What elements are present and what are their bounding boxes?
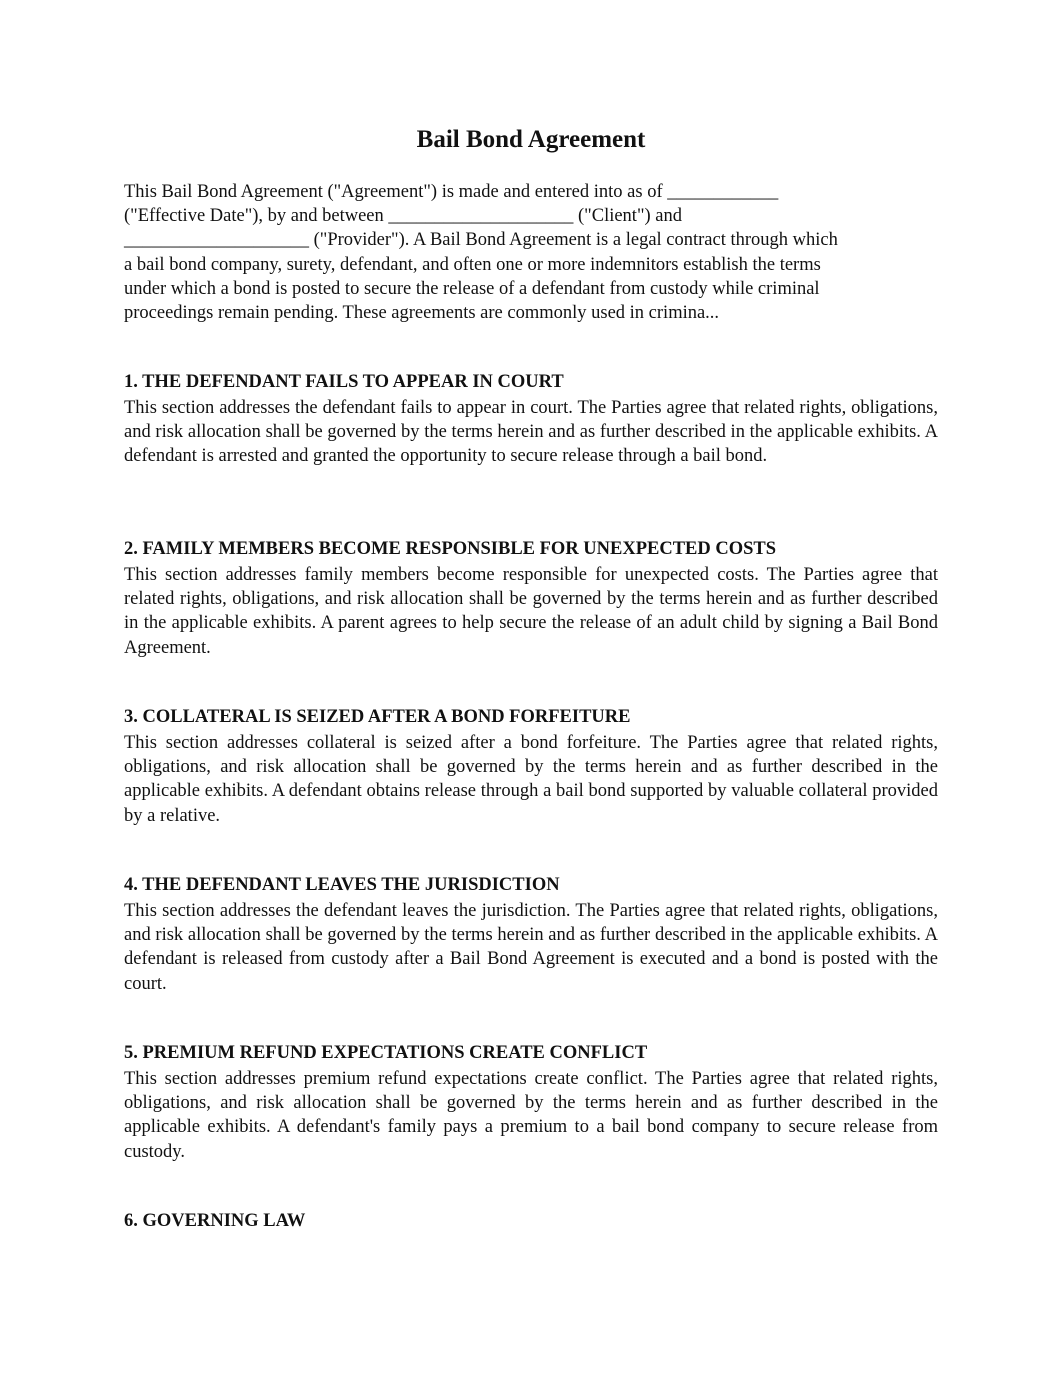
section-heading: 2. FAMILY MEMBERS BECOME RESPONSIBLE FOR UNEXPECTED COSTS — [124, 539, 777, 559]
intro-line: a bail bond company, surety, defendant, and often one or more indemnitors establish the terms — [124, 254, 821, 275]
intro-line: ("Effective Date"), by and between ____________________ ("Client") and — [124, 206, 682, 227]
section-defendant-fails-to-appear — [124, 370, 938, 469]
document-title: Bail Bond Agreement — [416, 126, 646, 153]
section-governing-law — [124, 1209, 938, 1235]
section-body: This section addresses the defendant fails to appear in court. The Parties agree that related rights, obligations, and risk allocation shall be governed by the terms herein and as further described in the applicable exhibits. A defendant is arrested and granted the opportunity to secure release through a bail bond. — [124, 398, 938, 467]
section-heading: 1. THE DEFENDANT FAILS TO APPEAR IN COURT — [124, 372, 564, 392]
section-body: This section addresses the defendant leaves the jurisdiction. The Parties agree that related rights, obligations, and risk allocation shall be governed by the terms herein and as further described in the applicable exhibits. A defendant is released from custody after a Bail Bond Agreement is executed and a bond is posted with the court. — [124, 901, 938, 994]
intro-line: under which a bond is posted to secure the release of a defendant from custody while criminal — [124, 278, 820, 299]
section-heading: 5. PREMIUM REFUND EXPECTATIONS CREATE CONFLICT — [124, 1043, 648, 1063]
intro-line: proceedings remain pending. These agreements are commonly used in crimina... — [124, 303, 720, 324]
section-family-members-costs — [124, 537, 938, 660]
intro-line: This Bail Bond Agreement ("Agreement") is made and entered into as of ____________ — [124, 182, 779, 202]
section-premium-refund — [124, 1041, 938, 1164]
section-collateral-seized — [124, 705, 938, 828]
intro-line: ____________________ ("Provider"). A Bail Bond Agreement is a legal contract through which — [124, 230, 838, 251]
section-heading: 6. GOVERNING LAW — [124, 1211, 306, 1231]
section-body: This section addresses premium refund expectations create conflict. The Parties agree that related rights, obligations, and risk allocation shall be governed by the terms herein and as further described in the applicable exhibits. A defendant's family pays a premium to a bail bond company to secure release from custody. — [124, 1069, 938, 1162]
intro-paragraph — [124, 180, 938, 325]
section-defendant-leaves-jurisdiction — [124, 873, 938, 996]
section-body: This section addresses collateral is seized after a bond forfeiture. The Parties agree that related rights, obligations, and risk allocation shall be governed by the terms herein and as further described in the applicable exhibits. A defendant obtains release through a bail bond supported by valuable collateral provided by a relative. — [124, 733, 938, 826]
section-heading: 3. COLLATERAL IS SEIZED AFTER A BOND FORFEITURE — [124, 707, 631, 727]
section-body: This section addresses family members become responsible for unexpected costs. The Parties agree that related rights, obligations, and risk allocation shall be governed by the terms herein and as further described in the applicable exhibits. A parent agrees to help secure the release of an adult child by signing a Bail Bond Agreement. — [124, 565, 938, 658]
section-heading: 4. THE DEFENDANT LEAVES THE JURISDICTION — [124, 875, 560, 895]
